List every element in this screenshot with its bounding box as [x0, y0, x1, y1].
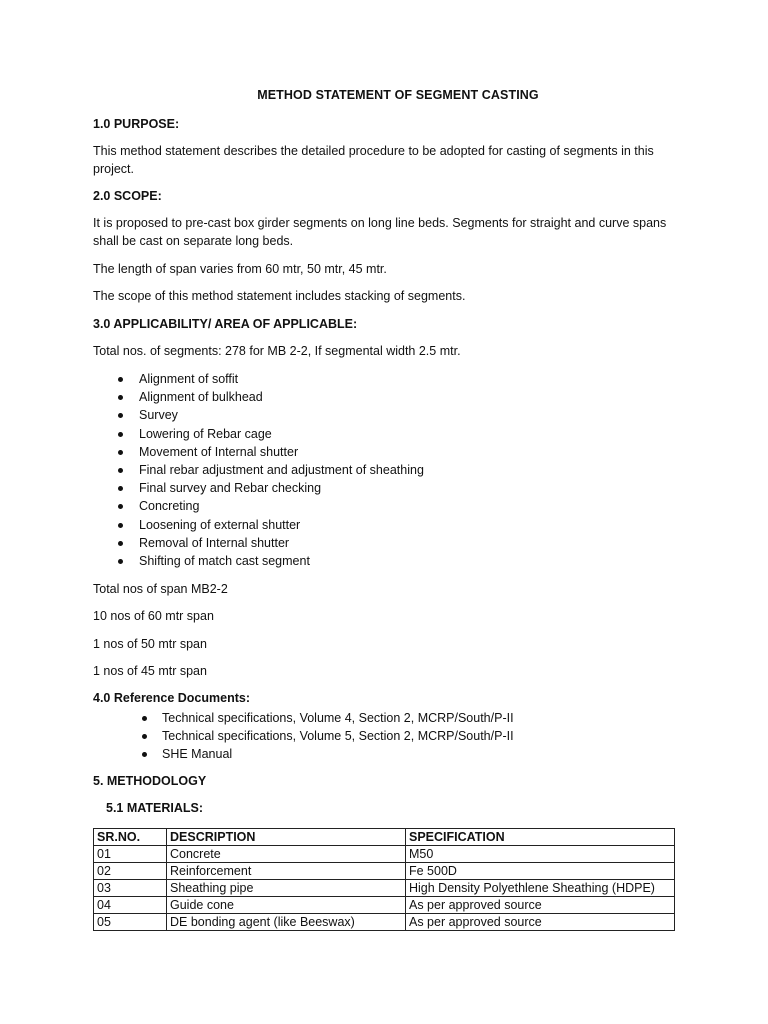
list-item-label: Movement of Internal shutter: [139, 444, 299, 459]
bullet-icon: [118, 468, 123, 473]
table-cell: M50: [406, 846, 675, 863]
span-60: 10 nos of 60 mtr span: [93, 609, 214, 623]
list-item-label: Final rebar adjustment and adjustment of sheathing: [139, 462, 424, 477]
table-cell: Sheathing pipe: [167, 880, 406, 897]
bullet-icon: [142, 734, 147, 739]
scope-heading: 2.0 SCOPE:: [93, 189, 162, 203]
bullet-icon: [118, 413, 123, 418]
bullet-icon: [118, 486, 123, 491]
list-item-label: Technical specifications, Volume 4, Section 2, MCRP/South/P-II: [162, 711, 514, 725]
bullet-icon: [142, 752, 147, 757]
list-item: [162, 709, 514, 727]
span-total: Total nos of span MB2-2: [93, 582, 228, 596]
table-cell: High Density Polyethlene Sheathing (HDPE): [406, 880, 675, 897]
applicability-list: [139, 370, 424, 570]
list-item-label: Loosening of external shutter: [139, 517, 301, 532]
list-item: [139, 534, 424, 552]
list-item: [139, 425, 424, 443]
list-item-label: Final survey and Rebar checking: [139, 481, 322, 496]
list-item-label: Concreting: [139, 499, 200, 514]
applicability-total: Total nos. of segments: 278 for MB 2-2, If segmental width 2.5 mtr.: [93, 344, 461, 358]
list-item-label: Removal of Internal shutter: [139, 535, 290, 550]
bullet-icon: [118, 450, 123, 455]
list-item: [162, 727, 514, 745]
column-header-specification: SPECIFICATION: [406, 829, 675, 846]
list-item: [139, 388, 424, 406]
document-title: METHOD STATEMENT OF SEGMENT CASTING: [257, 88, 539, 102]
table-cell: As per approved source: [406, 914, 675, 931]
table-cell: Reinforcement: [167, 863, 406, 880]
table-header-row: [94, 829, 675, 846]
list-item-label: Shifting of match cast segment: [139, 553, 310, 568]
table-cell: 02: [94, 863, 167, 880]
table-cell: DE bonding agent (like Beeswax): [167, 914, 406, 931]
table-cell: Guide cone: [167, 897, 406, 914]
scope-text-3: The scope of this method statement includes stacking of segments.: [93, 289, 466, 303]
bullet-icon: [118, 432, 123, 437]
applicability-heading: 3.0 APPLICABILITY/ AREA OF APPLICABLE:: [93, 317, 358, 331]
table-cell: 01: [94, 846, 167, 863]
bullet-icon: [118, 559, 123, 564]
bullet-icon: [118, 377, 123, 382]
list-item: [139, 516, 424, 534]
column-header-description: DESCRIPTION: [167, 829, 406, 846]
table-cell: 04: [94, 897, 167, 914]
list-item-label: SHE Manual: [162, 747, 233, 762]
materials-table: [93, 828, 675, 931]
bullet-icon: [118, 504, 123, 509]
list-item-label: Alignment of soffit: [139, 372, 239, 386]
purpose-text: This method statement describes the detailed procedure to be adopted for casting of segments in this project.: [93, 144, 654, 176]
bullet-icon: [118, 523, 123, 528]
bullet-icon: [142, 716, 147, 721]
list-item: [139, 479, 424, 497]
purpose-heading: 1.0 PURPOSE:: [93, 117, 180, 131]
table-row: [94, 863, 675, 880]
list-item: [139, 552, 424, 570]
list-item-label: Survey: [139, 408, 178, 423]
span-50: 1 nos of 50 mtr span: [93, 637, 207, 651]
list-item: [162, 745, 514, 763]
list-item-label: Technical specifications, Volume 5, Section 2, MCRP/South/P-II: [162, 729, 514, 744]
table-cell: As per approved source: [406, 897, 675, 914]
list-item: [139, 370, 424, 388]
methodology-heading: 5. METHODOLOGY: [93, 774, 207, 788]
references-list: [162, 709, 514, 764]
list-item: [139, 461, 424, 479]
span-45: 1 nos of 45 mtr span: [93, 664, 207, 678]
materials-heading: 5.1 MATERIALS:: [106, 801, 203, 815]
table-row: [94, 880, 675, 897]
bullet-icon: [118, 395, 123, 400]
table-cell: Fe 500D: [406, 863, 675, 880]
table-row: [94, 897, 675, 914]
bullet-icon: [118, 541, 123, 546]
references-heading: 4.0 Reference Documents:: [93, 691, 251, 705]
list-item: [139, 497, 424, 515]
column-header-srno: SR.NO.: [94, 829, 167, 846]
list-item-label: Alignment of bulkhead: [139, 390, 263, 405]
list-item-label: Lowering of Rebar cage: [139, 426, 272, 441]
table-cell: Concrete: [167, 846, 406, 863]
list-item: [139, 406, 424, 424]
table-cell: 05: [94, 914, 167, 931]
scope-text-2: The length of span varies from 60 mtr, 50 mtr, 45 mtr.: [93, 262, 387, 276]
scope-text-1: It is proposed to pre-cast box girder segments on long line beds. Segments for straight and curve spans shall be cast on separate long beds.: [93, 216, 667, 248]
table-cell: 03: [94, 880, 167, 897]
table-row: [94, 914, 675, 931]
table-row: [94, 846, 675, 863]
list-item: [139, 443, 424, 461]
